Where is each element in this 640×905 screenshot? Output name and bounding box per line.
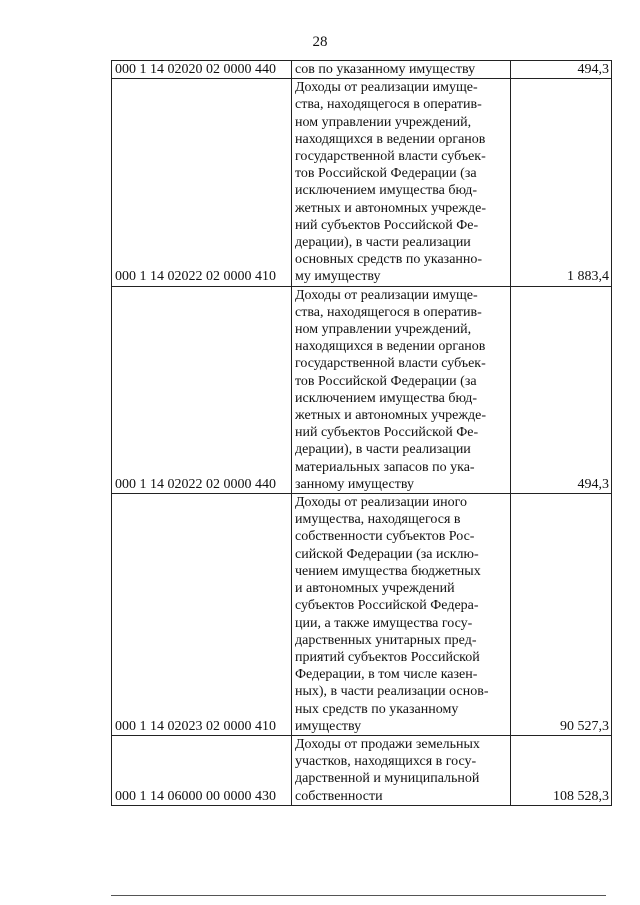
amount-cell: 494,3 bbox=[511, 286, 612, 493]
budget-code-cell: 000 1 14 02020 02 0000 440 bbox=[112, 61, 292, 79]
amount-cell: 90 527,3 bbox=[511, 494, 612, 736]
budget-code-cell: 000 1 14 02022 02 0000 440 bbox=[112, 286, 292, 493]
page-number: 28 bbox=[312, 34, 328, 50]
table-row bbox=[112, 494, 612, 736]
description-cell: Доходы от реализации иного имущества, находящегося в собственности субъектов Рос- сийской Федерации (за исклю- чением имущества бюджетных и автономных учреждений субъектов Российской Федера- ции, а также имущества госу- дарственных унитарных пред- приятий субъектов Российской Федерации, в том числе казен- ных), в части реализации основ- ных средств по указанному имуществу bbox=[292, 494, 511, 736]
footer-divider bbox=[111, 895, 606, 896]
budget-code-cell: 000 1 14 02022 02 0000 410 bbox=[112, 79, 292, 286]
description-cell: сов по указанному имуществу bbox=[292, 61, 511, 79]
budget-income-table bbox=[111, 60, 612, 806]
budget-code-cell: 000 1 14 02023 02 0000 410 bbox=[112, 494, 292, 736]
description-cell: Доходы от реализации имуще- ства, находящегося в оператив- ном управлении учреждений, находящихся в ведении органов государственной власти субъек- тов Российской Федерации (за исключением имущества бюд- жетных и автономных учрежде- ний субъектов Российской Фе- дерации), в части реализации основных средств по указанно- му имуществу bbox=[292, 79, 511, 286]
amount-cell: 494,3 bbox=[511, 61, 612, 79]
table-row bbox=[112, 79, 612, 286]
budget-code-cell: 000 1 14 06000 00 0000 430 bbox=[112, 735, 292, 805]
table-row bbox=[112, 286, 612, 493]
table-row bbox=[112, 61, 612, 79]
description-cell: Доходы от реализации имуще- ства, находящегося в оператив- ном управлении учреждений, находящихся в ведении органов государственной власти субъек- тов Российской Федерации (за исключением имущества бюд- жетных и автономных учрежде- ний субъектов Российской Фе- дерации), в части реализации материальных запасов по ука- занному имуществу bbox=[292, 286, 511, 493]
amount-cell: 1 883,4 bbox=[511, 79, 612, 286]
description-cell: Доходы от продажи земельных участков, находящихся в госу- дарственной и муниципальной собственности bbox=[292, 735, 511, 805]
amount-cell: 108 528,3 bbox=[511, 735, 612, 805]
table-row bbox=[112, 735, 612, 805]
